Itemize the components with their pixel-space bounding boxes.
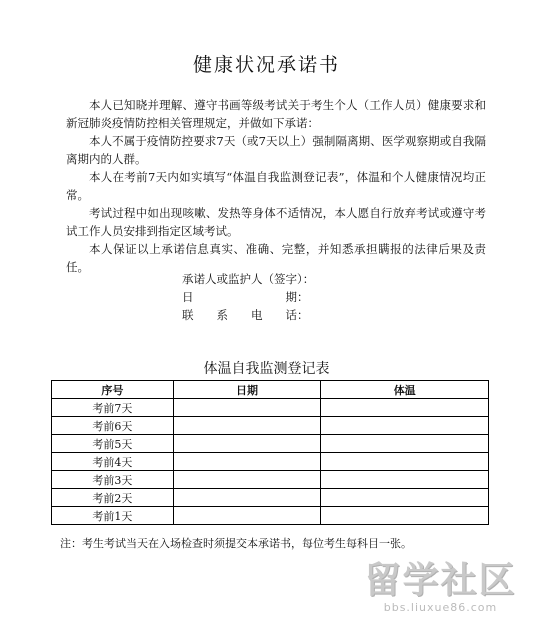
header-index: 序号 [52, 381, 174, 399]
table-row [52, 453, 489, 471]
date-cell[interactable] [173, 489, 321, 507]
table-row [52, 435, 489, 453]
row-label: 考前4天 [52, 453, 174, 471]
date-label: 日 期： [182, 290, 309, 304]
date-cell[interactable] [173, 435, 321, 453]
paragraph-symptoms: 考试过程中如出现咳嗽、发热等身体不适情况，本人愿自行放弃考试或遵守考试工作人员安排到指定区域考试。 [66, 206, 486, 238]
watermark-logo-text: 留学社区 [364, 560, 517, 601]
temperature-cell[interactable] [321, 453, 489, 471]
row-label: 考前5天 [52, 435, 174, 453]
document-title: 健康状况承诺书 [192, 54, 340, 76]
table-row [52, 507, 489, 525]
date-cell[interactable] [173, 417, 321, 435]
table-row [52, 471, 489, 489]
row-label: 考前3天 [52, 471, 174, 489]
temperature-cell[interactable] [321, 399, 489, 417]
table-row [52, 399, 489, 417]
temperature-cell[interactable] [321, 471, 489, 489]
paragraph-guarantee: 本人保证以上承诺信息真实、准确、完整，并知悉承担瞒报的法律后果及责任。 [66, 242, 486, 274]
phone-label: 联 系 电 话： [182, 308, 309, 322]
header-temperature: 体温 [321, 381, 489, 399]
log-table-title: 体温自我监测登记表 [203, 361, 330, 377]
signer-label: 承诺人或监护人（签字）： [182, 272, 315, 286]
watermark-url: bbs.liuxue86.com [383, 601, 498, 614]
date-cell[interactable] [173, 471, 321, 489]
table-header-row [52, 381, 489, 399]
paragraph-temperature: 本人在考前7天内如实填写“体温自我监测登记表”，体温和个人健康情况均正常。 [66, 170, 486, 202]
date-cell[interactable] [173, 399, 321, 417]
temperature-cell[interactable] [321, 489, 489, 507]
table-row [52, 489, 489, 507]
footnote: 注：考生考试当天在入场检查时须提交本承诺书，每位考生每科目一张。 [60, 537, 412, 550]
commitment-body [66, 96, 486, 276]
paragraph-quarantine: 本人不属于疫情防控要求7天（或7天以上）强制隔离期、医学观察期或自我隔离期内的人群。 [66, 134, 486, 166]
temperature-cell[interactable] [321, 507, 489, 525]
row-label: 考前6天 [52, 417, 174, 435]
header-date: 日期 [173, 381, 321, 399]
temperature-cell[interactable] [321, 435, 489, 453]
row-label: 考前2天 [52, 489, 174, 507]
row-label: 考前7天 [52, 399, 174, 417]
date-cell[interactable] [173, 453, 321, 471]
paragraph-intro: 本人已知晓并理解、遵守书画等级考试关于考生个人（工作人员）健康要求和新冠肺炎疫情防控相关管理规定，并做如下承诺： [66, 98, 486, 130]
site-watermark [358, 561, 523, 621]
signature-block [182, 270, 314, 324]
table-row [52, 417, 489, 435]
date-cell[interactable] [173, 507, 321, 525]
temperature-log-table [51, 380, 489, 525]
row-label: 考前1天 [52, 507, 174, 525]
temperature-cell[interactable] [321, 417, 489, 435]
